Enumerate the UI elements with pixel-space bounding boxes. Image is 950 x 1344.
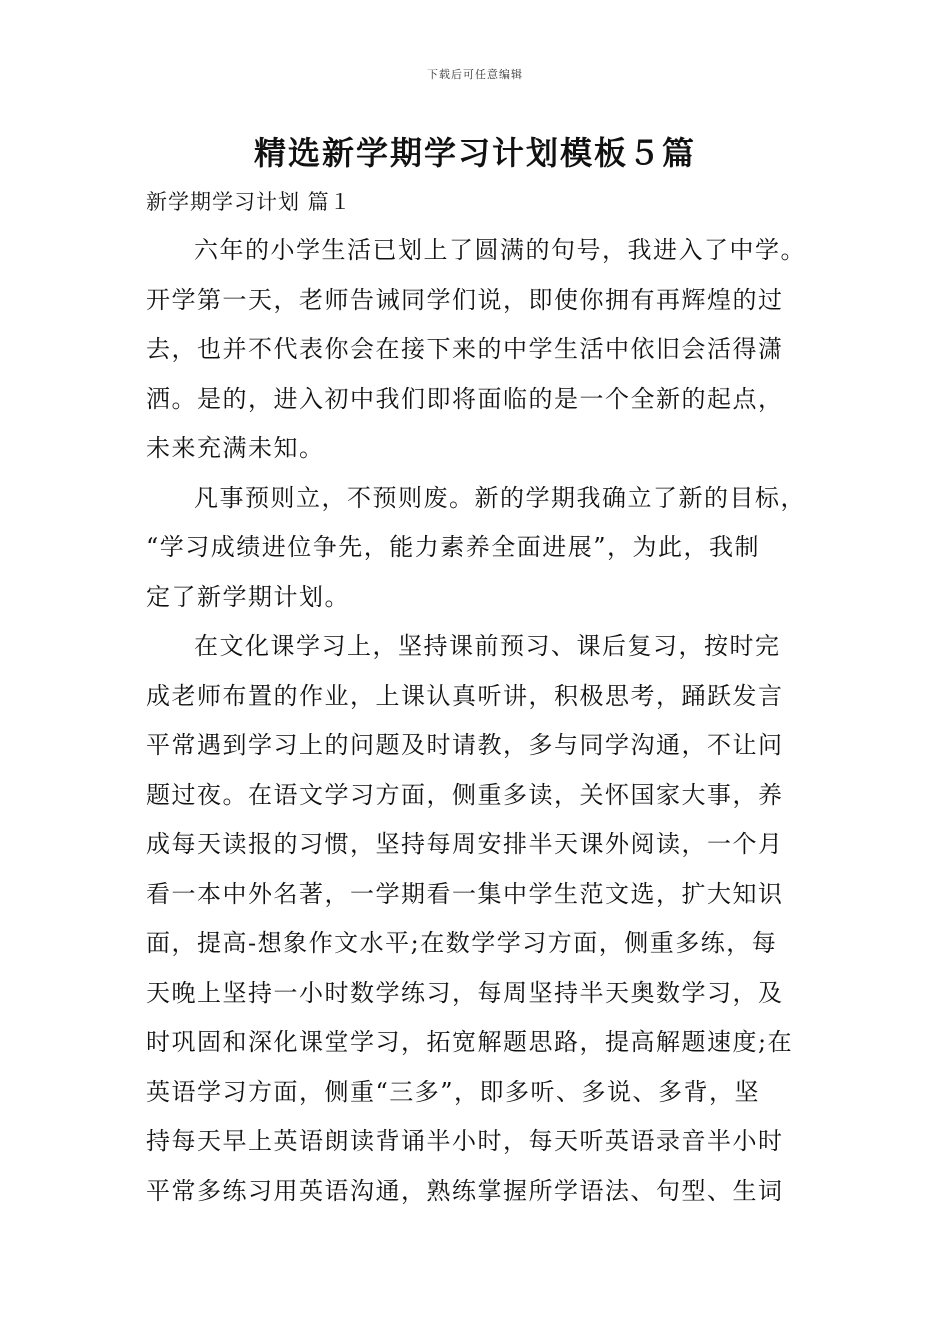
document-body	[146, 226, 826, 1216]
paragraph-line: 英语学习方面，侧重“三多”，即多听、多说、多背，坚	[146, 1077, 761, 1106]
paragraph-3	[146, 622, 826, 1216]
paragraph-line: 定了新学期计划。	[146, 582, 350, 611]
paragraph-1	[146, 226, 826, 474]
paragraph-line: 去，也并不代表你会在接下来的中学生活中依旧会活得潇	[146, 335, 784, 363]
paragraph-line: 开学第一天，老师告诫同学们说，即使你拥有再辉煌的过	[146, 285, 784, 314]
paragraph-line: 看一本中外名著，一学期看一集中学生范文选，扩大知识	[146, 879, 784, 908]
section-heading: 新学期学习计划 篇１	[146, 190, 352, 214]
paragraph-line: 成老师布置的作业，上课认真听讲，积极思考，踊跃发言	[146, 681, 784, 710]
paragraph-line: 平常多练习用英语沟通，熟练掌握所学语法、句型、生词	[146, 1176, 784, 1205]
paragraph-line: 题过夜。在语文学习方面，侧重多读，关怀国家大事，养	[146, 780, 784, 809]
page-header-note: 下载后可任意编辑	[427, 68, 523, 81]
paragraph-line: 未来充满未知。	[146, 434, 325, 462]
paragraph-line: “学习成绩进位争先，能力素养全面进展”，为此，我制	[146, 533, 761, 561]
paragraph-line: 天晚上坚持一小时数学练习，每周坚持半天奥数学习，及	[146, 978, 784, 1007]
paragraph-line: 在文化课学习上，坚持课前预习、课后复习，按时完	[194, 632, 781, 660]
paragraph-line: 洒。是的，进入初中我们即将面临的是一个全新的起点，	[146, 384, 784, 413]
paragraph-line: 凡事预则立，不预则废。新的学期我确立了新的目标，	[194, 483, 806, 512]
paragraph-line: 六年的小学生活已划上了圆满的句号，我进入了中学。	[194, 236, 806, 264]
paragraph-2	[146, 474, 826, 623]
paragraph-line: 面，提高-想象作文水平;在数学学习方面，侧重多练，每	[146, 929, 778, 957]
paragraph-line: 时巩固和深化课堂学习，拓宽解题思路，提高解题速度;在	[146, 1028, 794, 1056]
paragraph-line: 成每天读报的习惯，坚持每周安排半天课外阅读，一个月	[146, 830, 784, 858]
document-title: 精选新学期学习计划模板５篇	[253, 134, 696, 172]
paragraph-line: 平常遇到学习上的问题及时请教，多与同学沟通，不让问	[146, 731, 784, 759]
paragraph-line: 持每天早上英语朗读背诵半小时，每天听英语录音半小时	[146, 1127, 784, 1155]
